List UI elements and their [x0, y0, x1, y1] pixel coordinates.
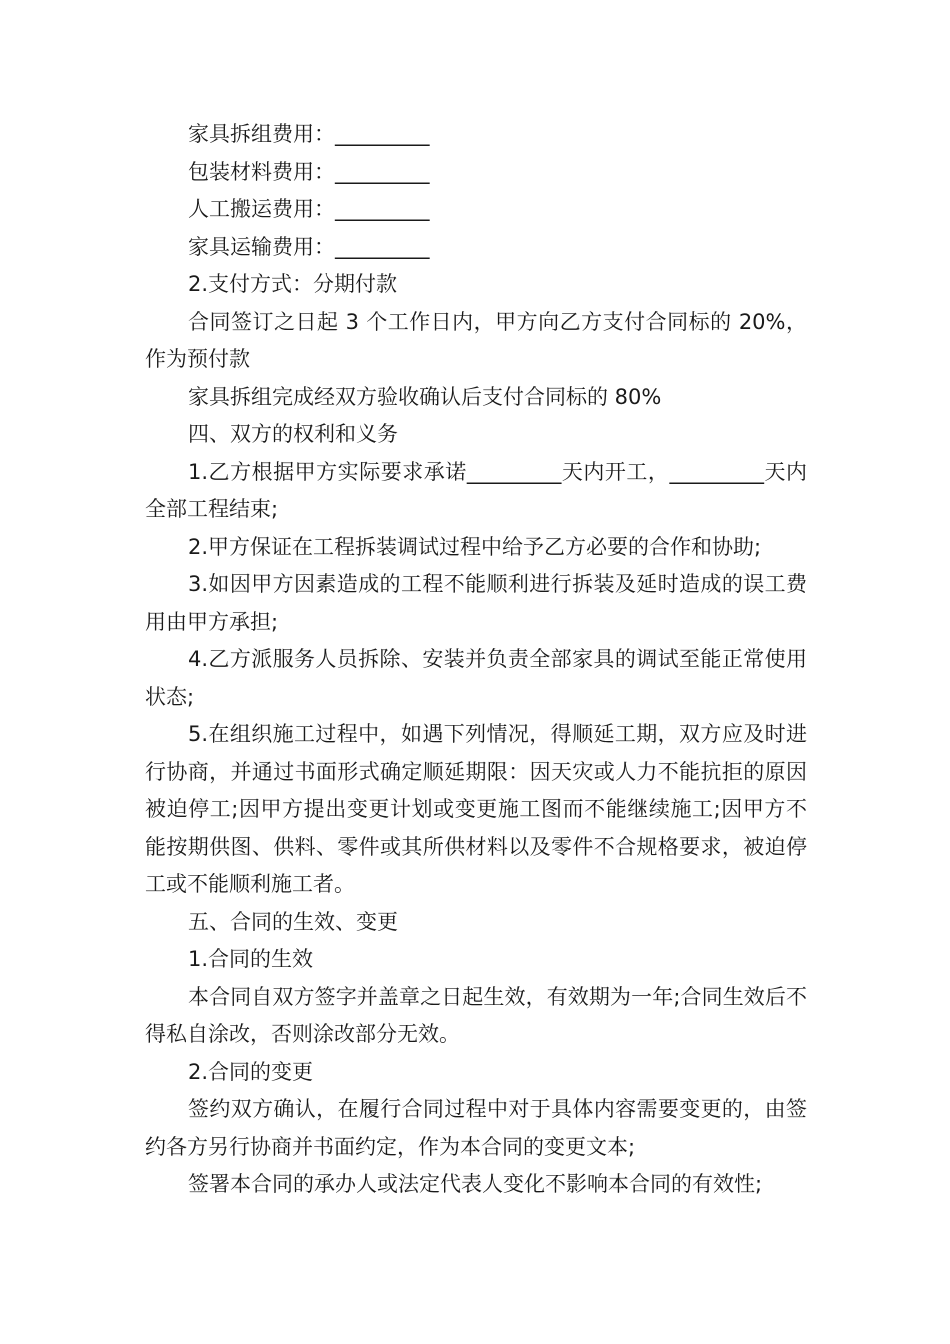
contract-effect-paragraph: 本合同自双方签字并盖章之日起生效，有效期为一年;合同生效后不得私自涂改，否则涂改部分无效。: [145, 984, 807, 1046]
document-body: [145, 116, 807, 1204]
fee-line-disassembly: 家具拆组费用：_________: [188, 122, 430, 146]
contract-change-heading: 2.合同的变更: [188, 1059, 314, 1084]
fee-line-labor: 人工搬运费用：_________: [188, 197, 430, 221]
payment-final-paragraph: 家具拆组完成经双方验收确认后支付合同标的 80%: [188, 384, 662, 409]
section-five-heading: 五、合同的生效、变更: [188, 909, 398, 934]
clause-4-4: 4.乙方派服务人员拆除、安装并负责全部家具的调试至能正常使用状态;: [145, 647, 807, 709]
clause-4-3: 3.如因甲方因素造成的工程不能顺利进行拆装及延时造成的误工费用由甲方承担;: [145, 572, 807, 634]
contract-effect-heading: 1.合同的生效: [188, 947, 314, 971]
payment-advance-paragraph: 合同签订之日起 3 个工作日内，甲方向乙方支付合同标的 20%，作为预付款: [145, 309, 807, 371]
fee-line-packaging: 包装材料费用：_________: [188, 159, 430, 184]
clause-4-5: 5.在组织施工过程中，如遇下列情况，得顺延工期，双方应及时进行协商，并通过书面形式确定顺延期限：因天灾或人力不能抗拒的原因被迫停工;因甲方提出变更计划或变更施工图而不能继续施工;因甲方不能按期供图、供料、零件或其所供材料以及零件不合规格要求，被迫停工或不能顺利施工者。: [145, 722, 807, 896]
contract-change-paragraph: 签约双方确认，在履行合同过程中对于具体内容需要变更的，由签约各方另行协商并书面约定，作为本合同的变更文本;: [145, 1097, 807, 1159]
fee-line-transport: 家具运输费用：_________: [188, 234, 430, 259]
payment-method-heading: 2.支付方式：分期付款: [188, 272, 398, 296]
section-four-heading: 四、双方的权利和义务: [188, 422, 398, 446]
signatory-change-paragraph: 签署本合同的承办人或法定代表人变化不影响本合同的有效性;: [188, 1172, 763, 1196]
clause-4-2: 2.甲方保证在工程拆装调试过程中给予乙方必要的合作和协助;: [188, 534, 762, 559]
clause-4-1: 1.乙方根据甲方实际要求承诺_________天内开工，_________天内全部工程结束;: [145, 459, 807, 521]
